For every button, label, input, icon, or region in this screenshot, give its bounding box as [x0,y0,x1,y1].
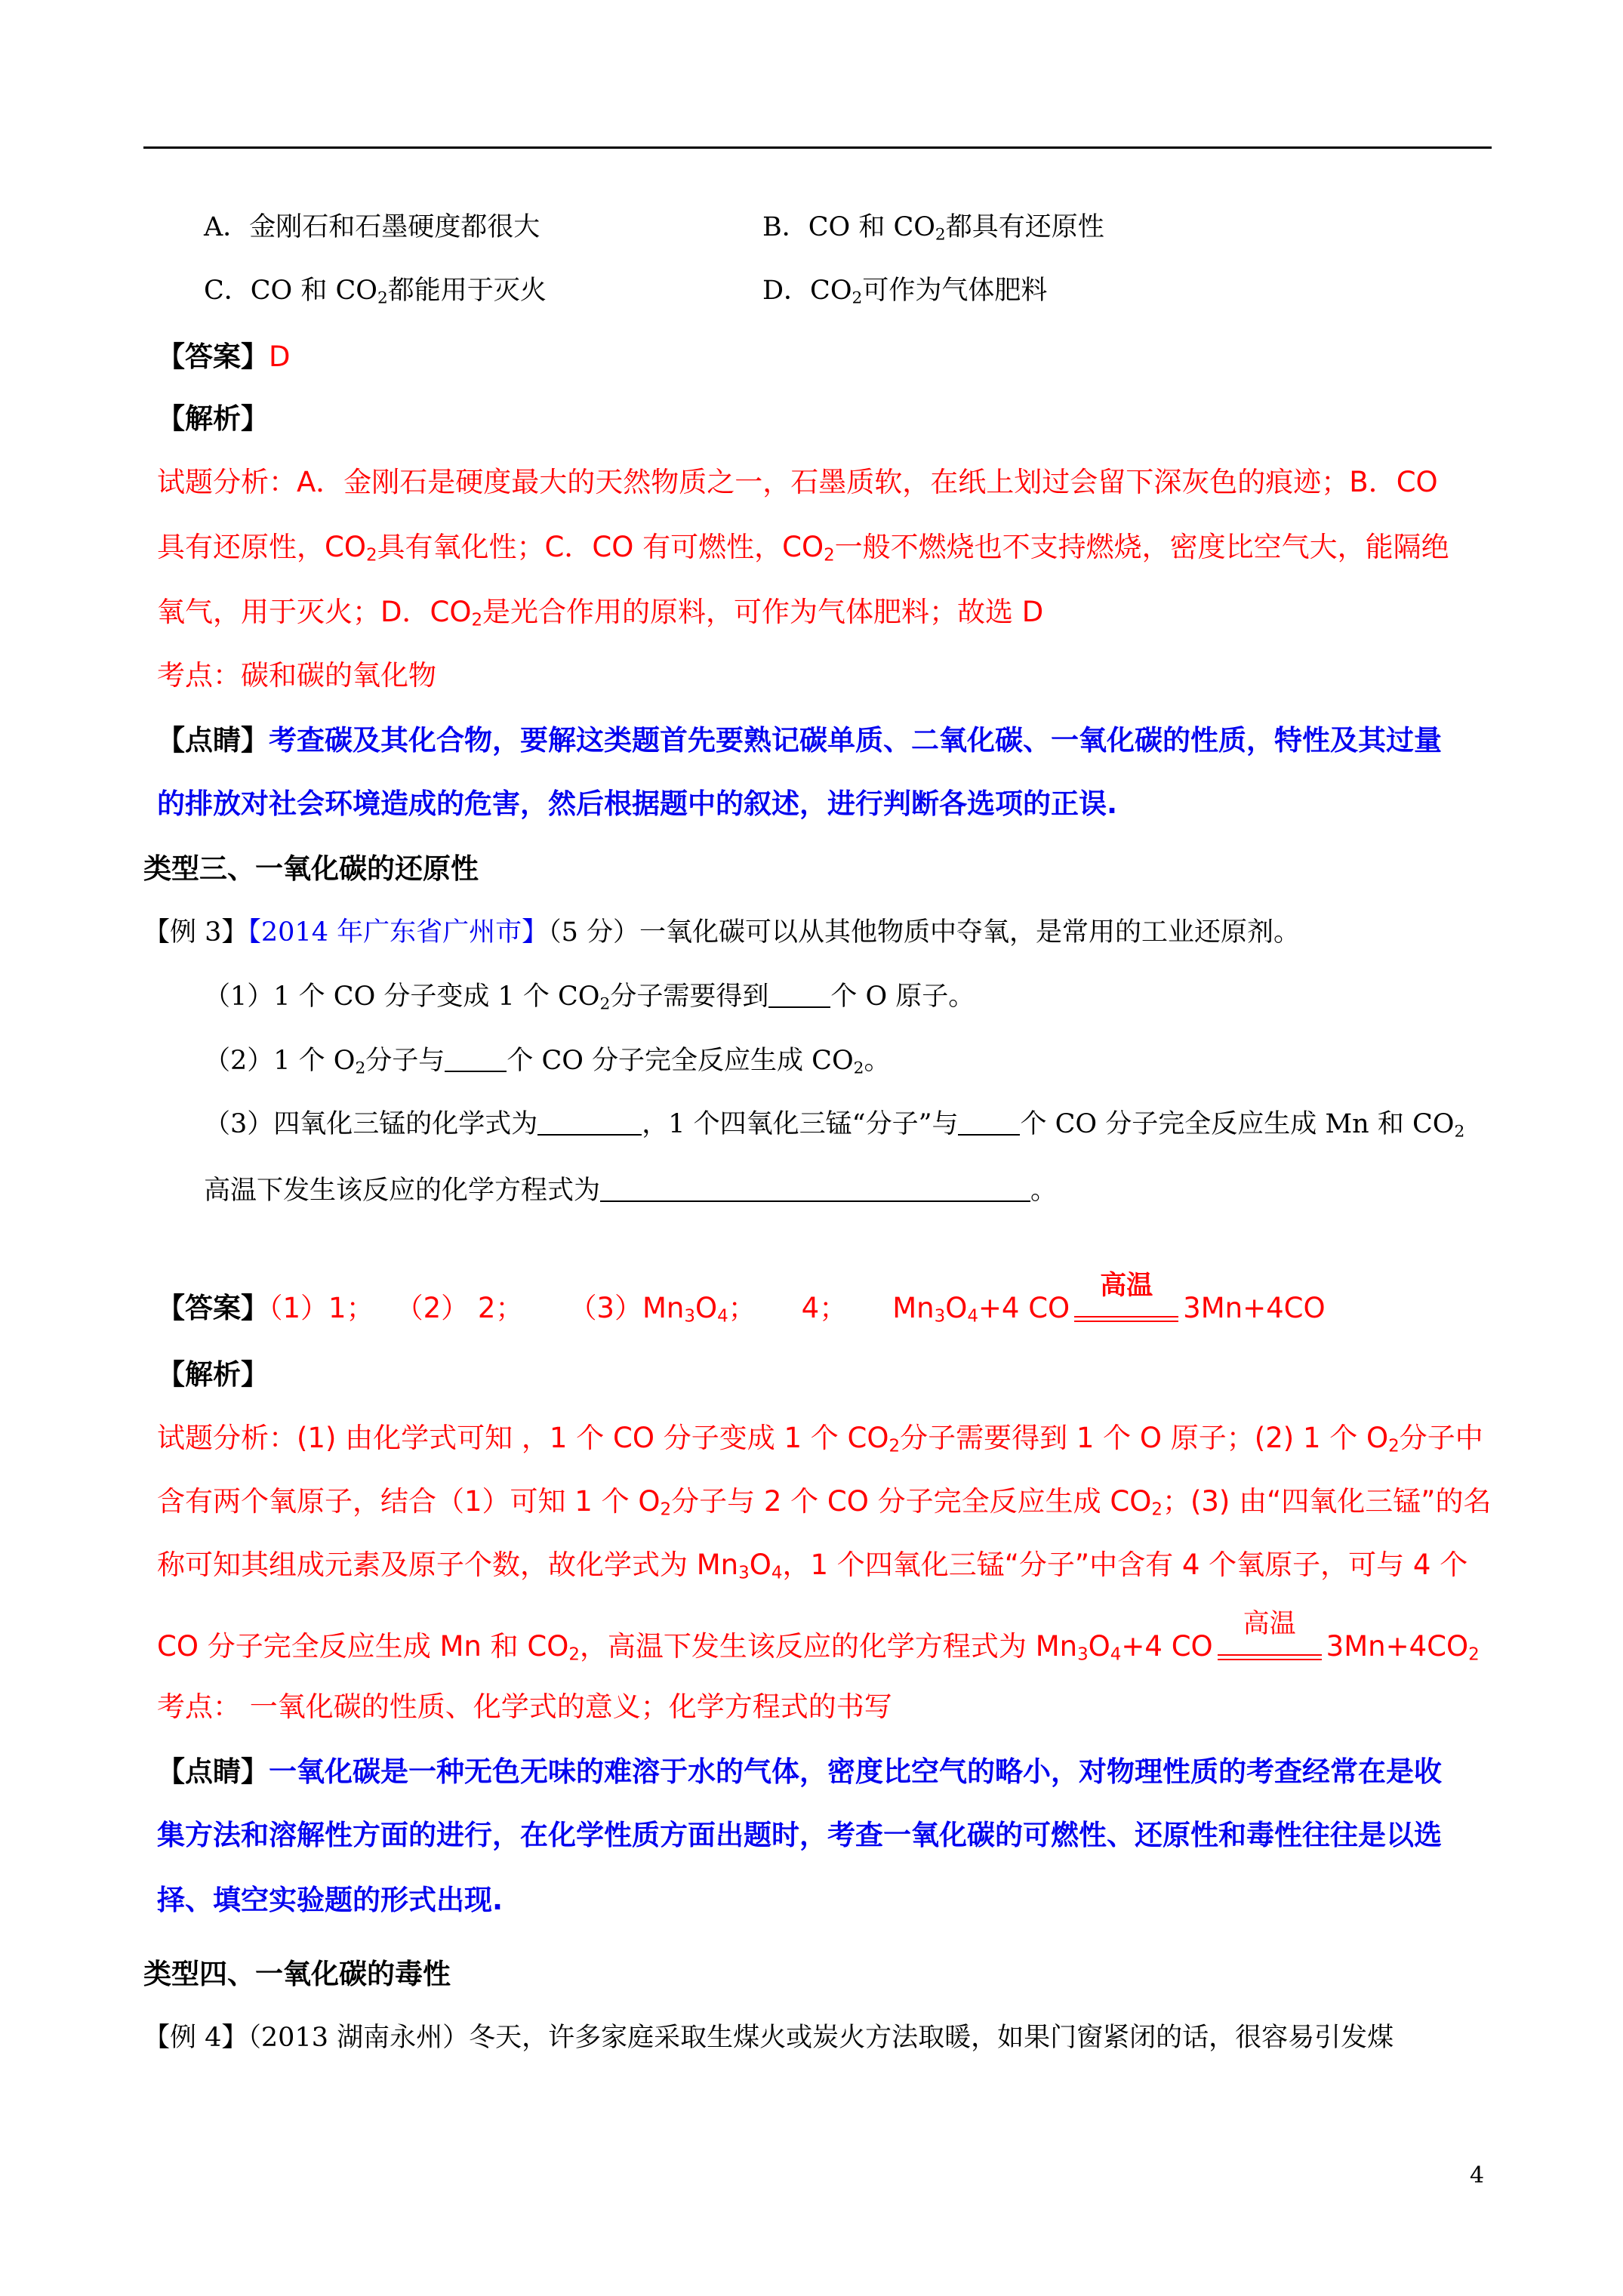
analysis-3-line-4: CO 分子完全反应生成 Mn 和 $CO_2$，高温下发生该反应的化学方程式为 $Mn_3O_4+4$ CO 高温 $3Mn+4CO_2$ [157,1609,1480,1665]
example-4-stem: 【例 4】（2013 湖南永州）冬天，许多家庭采取生煤火或炭火方法取暖，如果门窗紧闭的话，很容易引发煤 [143,2023,1394,2053]
section-type-4: 类型四、一氧化碳的毒性 [143,1958,451,1990]
analysis-1-line-2: 具有还原性，$CO_2$具有氧化性；C．CO 有可燃性，$CO_2$一般不燃烧也不支持燃烧，密度比空气大，能隔绝 [157,531,1449,566]
option-b: B．CO 和 $CO_2$都具有还原性 [762,212,1104,245]
option-a: A．金刚石和石墨硬度都很大 [204,212,540,242]
analysis-3-line-1: 试题分析：(1) 由化学式可知 ，1 个 CO 分子变成 1 个 $CO_2$分子需要得到 1 个 O 原子；(2) 1 个 $O_2$分子中 [157,1422,1483,1456]
analysis-1-point: 考点：碳和碳的氧化物 [157,659,436,692]
tip-3-line-3: 择、填空实验题的形式出现. [157,1884,504,1916]
page-number: 4 [1470,2162,1485,2189]
tip-3-line-2: 集方法和溶解性方面的进行，在化学性质方面出题时，考查一氧化碳的可燃性、还原性和毒性往往是以选 [157,1819,1442,1851]
tip-3-line-1: 【点睛】一氧化碳是一种无色无味的难溶于水的气体，密度比空气的略小，对物理性质的考查经常在是收 [157,1755,1442,1788]
option-d: D．$CO_2$可作为气体肥料 [762,276,1048,308]
analysis-3-label: 【解析】 [157,1358,269,1391]
answer-1: 【答案】D [157,341,291,373]
example-3-q1: （1）1 个 CO 分子变成 1 个 $CO_2$分子需要得到 个 O 原子。 [204,982,975,1014]
example-3-q3-equation: 高温下发生该反应的化学方程式为 。 [204,1176,1058,1206]
option-c: C．CO 和 $CO_2$都能用于灭火 [204,276,547,308]
header-rule [143,146,1492,149]
answer-3: 【答案】（1）1； （2） 2； $(3)Mn_3O_4$； 4； $Mn_3O_4+4$ CO 高温 3Mn+4CO [157,1271,1326,1327]
example-3-stem: 【例 3】【2014 年广东省广州市】（5 分）一氧化碳可以从其他物质中夺氧，是常用的工业还原剂。 [143,917,1301,948]
reaction-arrow: 高温 [1218,1639,1322,1660]
analysis-1-line-3: 氧气，用于灭火；D．$CO_2$是光合作用的原料，可作为气体肥料；故选 D [157,596,1044,630]
reaction-arrow: 高温 [1074,1301,1178,1322]
analysis-3-point: 考点： 一氧化碳的性质、化学式的意义；化学方程式的书写 [157,1690,892,1723]
section-type-3: 类型三、一氧化碳的还原性 [143,852,479,885]
example-3-q3: （3）四氧化三锰的化学式为 ，1 个四氧化三锰“分子”与 个 CO 分子完全反应生成 Mn 和 $CO_2$ [204,1109,1465,1142]
tip-1-line-1: 【点睛】考查碳及其化合物，要解这类题首先要熟记碳单质、二氧化碳、一氧化碳的性质，特性及其过量 [157,724,1442,757]
analysis-1-label: 【解析】 [157,402,269,435]
analysis-3-line-2: 含有两个氧原子，结合（1）可知 1 个 $O_2$分子与 2 个 CO 分子完全反应生成 $CO_2$；(3) 由“四氧化三锰”的名 [157,1485,1492,1520]
tip-1-line-2: 的排放对社会环境造成的危害，然后根据题中的叙述，进行判断各选项的正误. [157,787,1118,820]
analysis-3-line-3: 称可知其组成元素及原子个数，故化学式为 $Mn_3O_4$，1 个四氧化三锰“分子”中含有 4 个氧原子，可与 4 个 [157,1549,1468,1583]
example-3-q2: （2）1 个 $O_2$分子与 个 CO 分子完全反应生成 $CO_2$。 [204,1046,891,1078]
analysis-1-line-1: 试题分析：A．金刚石是硬度最大的天然物质之一，石墨质软，在纸上划过会留下深灰色的痕迹；B．CO [157,466,1438,498]
